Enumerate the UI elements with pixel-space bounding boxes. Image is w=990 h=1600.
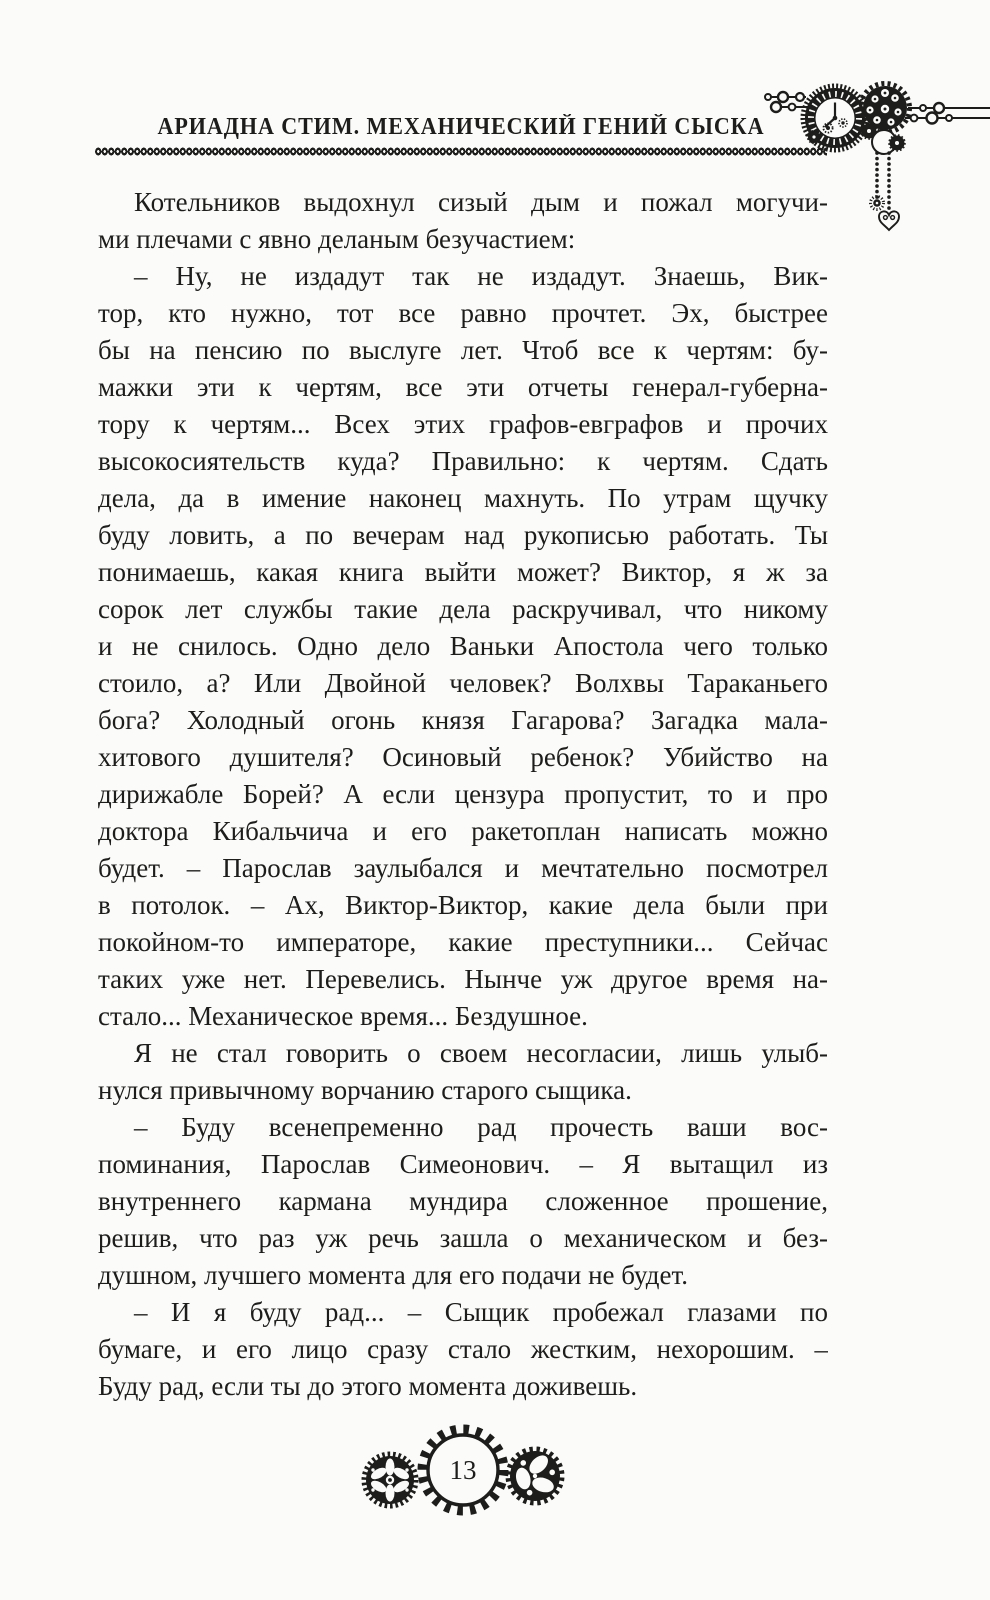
text-line: Я не стал говорить о своем несогласии, лишь улыб- xyxy=(134,1038,828,1068)
right-bead-rods-icon xyxy=(905,103,990,124)
text-line: стало... Механическое время... Бездушное. xyxy=(98,1001,588,1031)
text-line: тору к чертям... Всех этих графов-евграфов и прочих xyxy=(98,409,828,439)
text-line: душном, лучшего момента для его подачи не будет. xyxy=(98,1260,689,1290)
text-line: Буду рад, если ты до этого момента доживешь. xyxy=(98,1371,638,1401)
text-line: будет. – Парослав заулыбался и мечтательно посмотрел xyxy=(98,853,828,883)
text-line: доктора Кибальчича и его ракетоплан написать можно xyxy=(98,816,828,846)
text-line: тор, кто нужно, тот все равно прочтет. Эх, быстрее xyxy=(98,298,828,328)
text-line: мажки эти к чертям, все эти отчеты генерал-губерна- xyxy=(98,372,828,402)
text-line: и не снилось. Одно дело Ваньки Апостола чего только xyxy=(98,631,828,661)
gears-page-number-ornament-icon xyxy=(352,1412,572,1527)
text-line: стоило, а? Или Двойной человек? Волхвы Тараканьего xyxy=(98,668,828,698)
text-line: буду ловить, а по вечерам над рукописью работать. Ты xyxy=(98,520,828,550)
text-line: бога? Холодный огонь князя Гагарова? Загадка мала- xyxy=(98,705,828,735)
text-line: хитового душителя? Осиновый ребенок? Убийство на xyxy=(98,742,828,772)
text-line: – И я буду рад... – Сыщик пробежал глазами по xyxy=(134,1297,828,1327)
text-line: сорок лет службы такие дела раскручивал, что никому xyxy=(98,594,828,624)
text-line: ми плечами с явно деланым безучастием: xyxy=(98,224,576,254)
pocket-watch-icon xyxy=(803,86,867,150)
text-line: таких уже нет. Перевелись. Нынче уж другое время на- xyxy=(98,964,828,994)
running-title: АРИАДНА СТИМ. МЕХАНИЧЕСКИЙ ГЕНИЙ СЫСКА xyxy=(157,114,765,140)
text-line: в потолок. – Ах, Виктор-Виктор, какие дела были при xyxy=(98,890,828,920)
heart-pendant-icon xyxy=(879,211,899,230)
text-line: – Буду всенепременно рад прочесть ваши вос- xyxy=(134,1112,828,1142)
text-line: бы на пенсию по выслуге лет. Чтоб все к чертям: бу- xyxy=(98,335,828,365)
page-number: 13 xyxy=(449,1455,477,1485)
text-line: дела, да в имение наконец махнуть. По утрам щучку xyxy=(98,483,828,513)
plate-gear-icon xyxy=(872,130,905,154)
text-line: нулся привычному ворчанию старого сыщика. xyxy=(98,1075,632,1105)
bead-chain-divider xyxy=(95,147,827,156)
text-line: дирижабле Борей? А если цензура пропустит, то и про xyxy=(98,779,828,809)
text-line: высокосиятельств куда? Правильно: к чертям. Сдать xyxy=(98,446,828,476)
text-line: поминания, Парослав Симеонович. – Я вытащил из xyxy=(98,1149,828,1179)
text-line: – Ну, не издадут так не издадут. Знаешь, Вик- xyxy=(134,261,828,291)
text-line: понимаешь, какая книга выйти может? Виктор, я ж за xyxy=(98,557,828,587)
left-gear-icon xyxy=(364,1454,416,1506)
right-gear-icon xyxy=(501,1442,569,1510)
text-line: Котельников выдохнул сизый дым и пожал могучи- xyxy=(134,187,828,217)
text-line: внутреннего кармана мундира сложенное прошение, xyxy=(98,1186,828,1216)
body-text xyxy=(98,184,828,1405)
text-line: бумаге, и его лицо сразу стало жестким, нехорошим. – xyxy=(98,1334,828,1364)
hanging-chains-icon xyxy=(871,153,900,230)
text-line: покойном-то императоре, какие преступники... Сейчас xyxy=(98,927,828,957)
text-line: решив, что раз уж речь зашла о механическом и без- xyxy=(98,1223,828,1253)
